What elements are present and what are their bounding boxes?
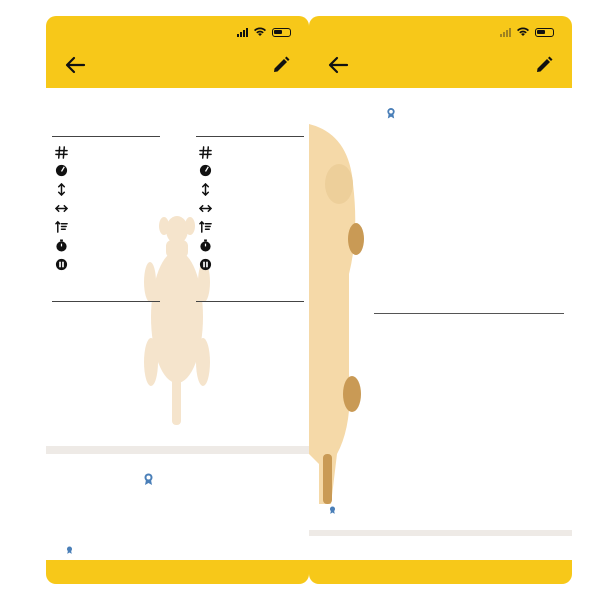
metric-row-lf bbox=[54, 255, 143, 273]
award-ribbon-small-icon bbox=[66, 546, 73, 554]
metric-row-rf bbox=[198, 218, 287, 236]
subscription-note bbox=[329, 506, 554, 514]
status-icons bbox=[500, 27, 554, 37]
award-ribbon-icon bbox=[386, 107, 396, 119]
metric-row-lf bbox=[54, 180, 143, 198]
column-lh-rule bbox=[52, 301, 160, 302]
stopwatch-icon bbox=[198, 239, 212, 253]
metric-row-rf bbox=[198, 199, 287, 217]
vertical-arrow-icon bbox=[198, 182, 212, 196]
column-rf-rule bbox=[196, 136, 304, 137]
speedometer-icon bbox=[198, 164, 212, 178]
wifi-icon bbox=[253, 27, 267, 37]
award-ribbon-small-icon bbox=[329, 506, 336, 514]
metric-row-lf bbox=[54, 199, 143, 217]
dog-body-image bbox=[309, 124, 365, 504]
vertical-arrow-icon bbox=[54, 182, 68, 196]
metric-row-rf bbox=[198, 237, 287, 255]
horizontal-arrow-icon bbox=[54, 201, 68, 215]
metric-row-lf bbox=[54, 237, 143, 255]
status-icons bbox=[237, 27, 291, 37]
metric-row-rf bbox=[198, 162, 287, 180]
column-lf-rule bbox=[52, 136, 160, 137]
pause-icon bbox=[198, 257, 212, 271]
group-divider bbox=[374, 313, 564, 314]
back-arrow-icon[interactable] bbox=[64, 56, 86, 74]
subscription-note bbox=[66, 546, 286, 554]
back-arrow-icon[interactable] bbox=[327, 56, 349, 74]
metric-row-rf bbox=[198, 180, 287, 198]
battery-icon bbox=[535, 28, 554, 37]
signal-icon bbox=[237, 27, 248, 37]
force-icon bbox=[198, 220, 212, 234]
app-header bbox=[46, 16, 309, 88]
metric-row-lf bbox=[54, 143, 143, 161]
section-divider bbox=[309, 530, 572, 536]
edit-pencil-icon[interactable] bbox=[271, 55, 291, 75]
metric-row-lf bbox=[54, 218, 143, 236]
speedometer-icon bbox=[54, 164, 68, 178]
edit-pencil-icon[interactable] bbox=[534, 55, 554, 75]
left-screen bbox=[46, 16, 309, 584]
bottom-bar bbox=[309, 560, 572, 584]
bottom-bar bbox=[46, 560, 309, 584]
column-rh-rule bbox=[196, 301, 304, 302]
battery-icon bbox=[272, 28, 291, 37]
stopwatch-icon bbox=[54, 239, 68, 253]
pause-icon bbox=[54, 257, 68, 271]
hash-icon bbox=[54, 145, 68, 159]
metric-row-lf bbox=[54, 162, 143, 180]
section-divider bbox=[46, 446, 309, 454]
wifi-icon bbox=[516, 27, 530, 37]
horizontal-arrow-icon bbox=[198, 201, 212, 215]
right-screen bbox=[309, 16, 572, 584]
award-ribbon-icon bbox=[143, 473, 154, 485]
app-header bbox=[309, 16, 572, 88]
metric-row-rf bbox=[198, 255, 287, 273]
hash-icon bbox=[198, 145, 212, 159]
metric-row-rf bbox=[198, 143, 287, 161]
signal-icon bbox=[500, 27, 511, 37]
force-icon bbox=[54, 220, 68, 234]
